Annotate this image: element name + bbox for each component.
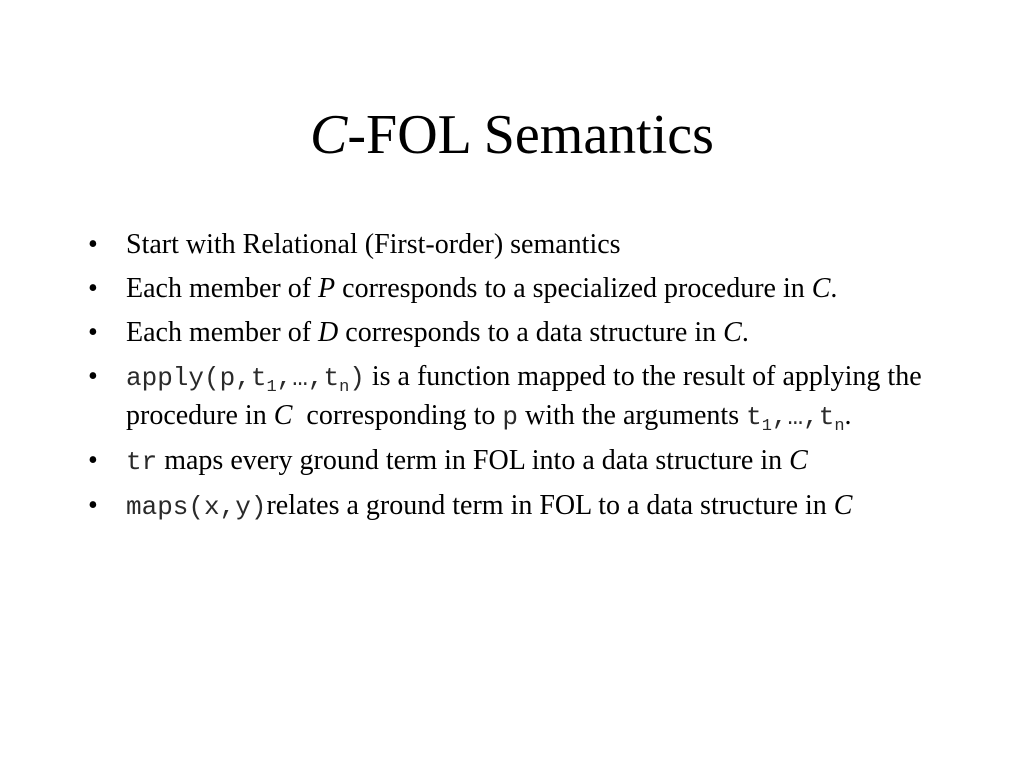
bullet-text: corresponds to a data structure in xyxy=(338,317,724,348)
bullet-dot: • xyxy=(88,361,98,392)
code-tr: tr xyxy=(126,447,158,477)
bullet-dot: • xyxy=(88,317,98,348)
italic-c: C xyxy=(833,490,853,521)
italic-c: C xyxy=(811,273,831,304)
bullet-item-maps xyxy=(88,487,938,526)
bullet-item-member-of-d xyxy=(88,314,938,352)
bullet-text: with the arguments xyxy=(517,400,747,431)
code-args: $t_1,\dots,t_n$ xyxy=(746,402,845,437)
bullet-dot: • xyxy=(88,490,98,521)
bullet-text: . xyxy=(741,317,749,348)
code-p: p xyxy=(502,402,518,432)
italic-p: P xyxy=(318,273,336,304)
italic-c: C xyxy=(723,317,742,348)
bullet-text: Start with Relational (First-order) semantics xyxy=(126,229,621,260)
bullet-text: . xyxy=(844,400,852,431)
bullet-text: . xyxy=(830,273,838,304)
bullet-item-member-of-p xyxy=(88,270,938,308)
italic-c: C xyxy=(789,445,808,476)
bullet-text: corresponds to a specialized procedure in xyxy=(335,273,812,304)
bullet-text: Each member of xyxy=(126,317,319,348)
code-maps: maps(x,y) xyxy=(126,492,267,522)
italic-d: D xyxy=(318,317,339,348)
title-rest: -FOL Semantics xyxy=(347,104,714,166)
bullet-text: is a function mapped to the result of applying the procedure in xyxy=(126,361,922,431)
bullet-item-tr xyxy=(88,442,938,481)
code-apply: $apply(p,t_1,\dots,t_n)$ xyxy=(126,363,365,398)
bullet-text: corresponding to xyxy=(292,400,503,431)
bullet-list xyxy=(88,226,938,532)
bullet-text: relates a ground term in FOL to a data structure in xyxy=(266,490,834,521)
bullet-item-apply xyxy=(88,358,938,436)
bullet-dot: • xyxy=(88,229,98,260)
title-italic-c: C xyxy=(310,104,348,166)
bullet-dot: • xyxy=(88,445,98,476)
slide-title xyxy=(0,100,1024,170)
italic-c: C xyxy=(273,400,293,431)
bullet-dot: • xyxy=(88,273,98,304)
bullet-text: maps every ground term in FOL into a data structure in xyxy=(157,445,790,476)
bullet-item-relational xyxy=(88,226,938,264)
bullet-text: Each member of xyxy=(126,273,319,304)
